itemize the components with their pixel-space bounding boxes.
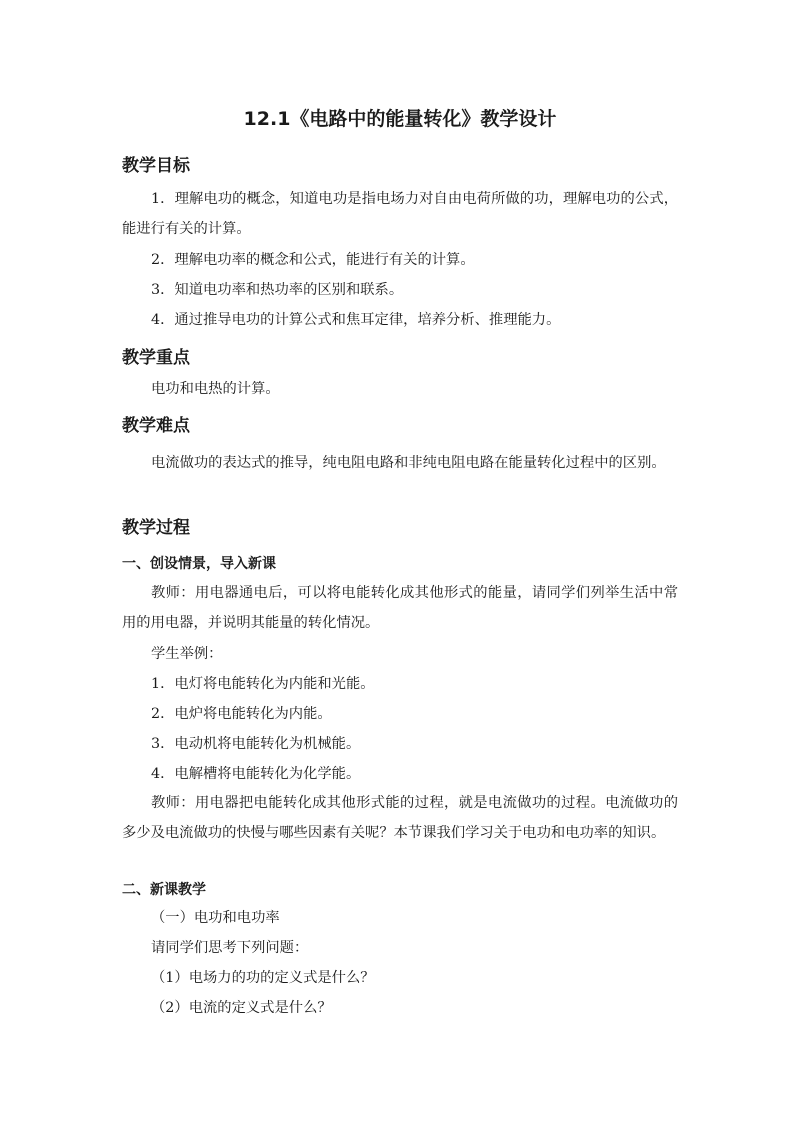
subheading-electric-work: （一）电功和电功率 [151,910,280,926]
key-points-text: 电功和电热的计算。 [151,381,280,397]
heading-key-points: 教学重点 [122,348,190,368]
objective-item-2: 2．理解电功率的概念和公式，能进行有关的计算。 [151,252,475,268]
heading-process: 教学过程 [122,518,190,538]
example-item-3: 3．电动机将电能转化为机械能。 [151,736,361,752]
objective-item-1: 1．理解电功的概念，知道电功是指电场力对自由电荷所做的功，理解电功的公式，能进行有关的计算。 [122,191,678,237]
heading-objectives: 教学目标 [122,156,190,176]
teacher-statement-2: 教师：用电器把电能转化成其他形式能的过程，就是电流做功的过程。电流做功的多少及电流做功的快慢与哪些因素有关呢？本节课我们学习关于电功和电功率的知识。 [122,795,678,841]
objective-item-3: 3．知道电功率和热功率的区别和联系。 [151,282,404,298]
example-item-1: 1．电灯将电能转化为内能和光能。 [151,676,375,692]
heading-difficulties: 教学难点 [122,416,190,436]
question-item-1: （1）电场力的功的定义式是什么？ [151,970,375,986]
document-title: 12.1《电路中的能量转化》教学设计 [243,108,557,130]
example-item-4: 4．电解槽将电能转化为化学能。 [151,766,361,782]
objective-item-4: 4．通过推导电功的计算公式和焦耳定律，培养分析、推理能力。 [151,312,561,328]
heading-part1: 一、创设情景，导入新课 [122,556,276,572]
teacher-statement-1: 教师：用电器通电后，可以将电能转化成其他形式的能量，请同学们列举生活中常用的用电器，并说明其能量的转化情况。 [122,585,678,631]
students-label: 学生举例： [151,646,223,662]
difficulties-text: 电流做功的表达式的推导，纯电阻电路和非纯电阻电路在能量转化过程中的区别。 [151,455,666,471]
example-item-2: 2．电炉将电能转化为内能。 [151,706,332,722]
heading-part2: 二、新课教学 [122,882,206,898]
question-prompt: 请同学们思考下列问题： [151,940,309,956]
question-item-2: （2）电流的定义式是什么？ [151,1000,332,1016]
